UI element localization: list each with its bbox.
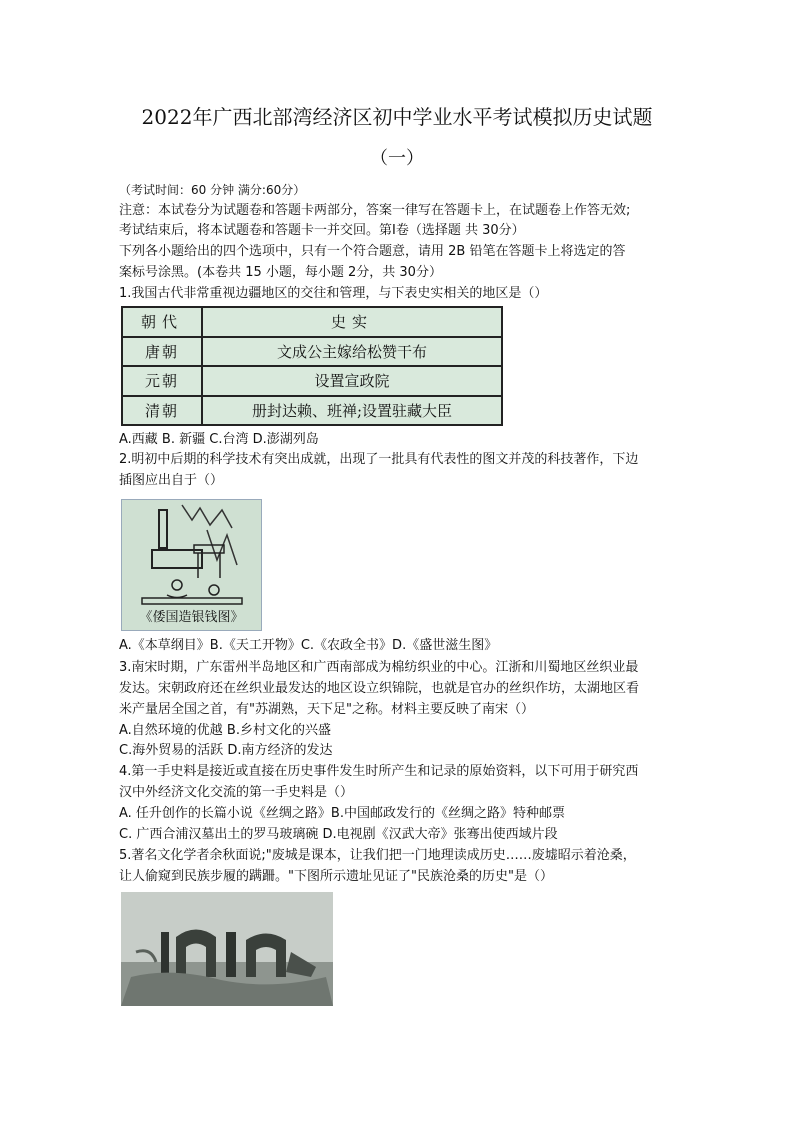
table-header: 史实 (202, 307, 502, 337)
table-row (122, 337, 502, 367)
table-header-row (122, 307, 502, 337)
question-3-stem: 米产量居全国之首，有"苏湖熟，天下足"之称。材料主要反映了南宋（） (119, 702, 534, 717)
table-cell: 唐朝 (122, 337, 202, 367)
notice-line: 案标号涂黑。(本卷共 15 小题，每小题 2分，共 30分） (119, 265, 442, 280)
question-2-options: A.《本草纲目》B.《天工开物》C.《农政全书》D.《盛世滋生图》 (119, 638, 498, 653)
question-3-stem: 发达。宋朝政府还在丝织业最发达的地区设立织锦院，也就是官办的丝织作坊，太湖地区看 (119, 681, 640, 696)
question-5-stem: 让人偷窥到民族步履的蹒跚。"下图所示遗址见证了"民族沧桑的历史"是（） (119, 869, 553, 884)
question-1-stem: 1.我国古代非常重视边疆地区的交往和管理，与下表史实相关的地区是（） (119, 286, 548, 301)
table-row (122, 366, 502, 396)
notice-line: 注意：本试卷分为试题卷和答题卡两部分，答案一律写在答题卡上，在试题卷上作答无效; (119, 203, 631, 218)
table-cell: 文成公主嫁给松赞干布 (202, 337, 502, 367)
ruins-photo (121, 892, 333, 1006)
table-header: 朝代 (122, 307, 202, 337)
question-2-stem: 2.明初中后期的科学技术有突出成就，出现了一批具有代表性的图文并茂的科技著作，下边 (119, 452, 639, 467)
question-3-options: C.海外贸易的活跃 D.南方经济的发达 (119, 743, 333, 758)
table-cell: 设置宣政院 (202, 366, 502, 396)
exam-title: 2022年广西北部湾经济区初中学业水平考试模拟历史试题 (141, 105, 653, 129)
woodblock-illustration (121, 499, 262, 631)
notice-line: 考试结束后，将本试题卷和答题卡一并交回。第Ⅰ卷（选择题 共 30分） (119, 223, 525, 238)
question-4-stem: 汉中外经济文化交流的第一手史料是（） (119, 785, 354, 800)
notice-line: 下列各小题给出的四个选项中，只有一个符合题意，请用 2B 铅笔在答题卡上将选定的答 (119, 244, 626, 259)
exam-subtitle: （一） (370, 148, 424, 169)
history-table (121, 306, 503, 426)
question-4-options: C. 广西合浦汉墓出土的罗马玻璃碗 D.电视剧《汉武大帝》张骞出使西域片段 (119, 827, 558, 842)
table-cell: 册封达赖、班禅;设置驻藏大臣 (202, 396, 502, 426)
exam-info: （考试时间：60 分钟 满分:60分） (119, 183, 306, 197)
question-3-stem: 3.南宋时期，广东雷州半岛地区和广西南部成为棉纺织业的中心。江浙和川蜀地区丝织业最 (119, 660, 639, 675)
ruins-drawing (121, 892, 333, 1006)
illustration-caption: 《倭国造银钱图》 (139, 610, 244, 625)
table-cell: 清朝 (122, 396, 202, 426)
question-4-options: A. 任升创作的长篇小说《丝绸之路》B.中国邮政发行的《丝绸之路》特种邮票 (119, 806, 565, 821)
question-1-options: A.西藏 B. 新疆 C.台湾 D.澎湖列岛 (119, 432, 319, 447)
illustration-drawing (122, 500, 261, 610)
question-3-options: A.自然环境的优越 B.乡村文化的兴盛 (119, 723, 331, 738)
table-row (122, 396, 502, 426)
question-5-stem: 5.著名文化学者余秋面说;"废城是课本，让我们把一门地理读成历史……废墟昭示着沧桑， (119, 848, 636, 863)
question-2-stem: 插图应出自于（） (119, 473, 224, 488)
question-4-stem: 4.第一手史料是接近或直接在历史事件发生时所产生和记录的原始资料，以下可用于研究西 (119, 764, 639, 779)
table-cell: 元朝 (122, 366, 202, 396)
